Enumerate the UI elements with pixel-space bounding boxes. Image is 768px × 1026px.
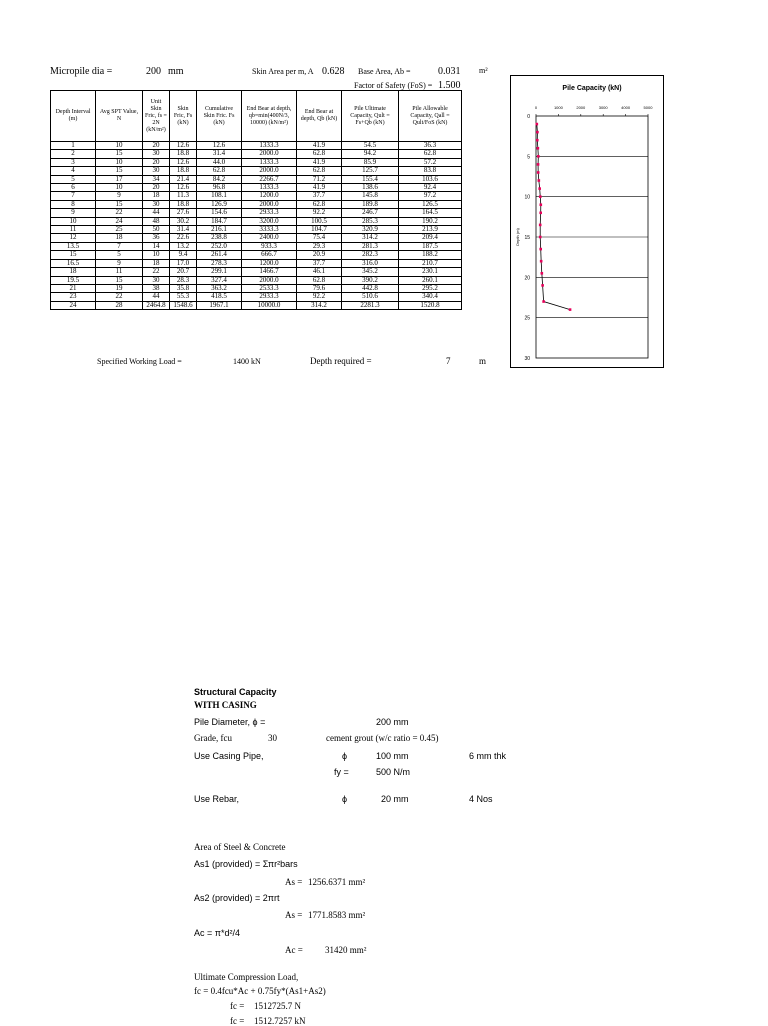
table-cell: 345.2 [342,268,399,276]
y-tick-label: 30 [524,356,530,362]
table-cell: 55.3 [170,293,197,301]
table-cell: 30.2 [170,217,197,225]
skin-area-label: Skin Area per m, A [252,67,314,76]
table-cell: 2281.3 [342,301,399,309]
y-tick-label: 20 [524,275,530,282]
x-tick-label: 2000 [576,105,586,110]
table-cell: 20 [143,158,170,166]
table-cell: 44 [143,209,170,217]
table-cell: 5 [51,175,96,183]
table-cell: 1 [51,142,96,150]
table-cell: 9 [96,259,143,267]
table-cell: 17.0 [170,259,197,267]
table-row [51,158,462,166]
table-cell: 92.2 [297,293,342,301]
table-cell: 22 [143,268,170,276]
y-tick-label: 25 [524,315,530,322]
table-cell: 15 [51,251,96,259]
table-cell: 20.7 [170,268,197,276]
table-cell: 15 [96,200,143,208]
table-row [51,293,462,301]
capacity-point [539,248,542,251]
table-cell: 126.9 [197,200,242,208]
table-cell: 28.3 [170,276,197,284]
capacity-point [537,163,540,166]
pile-dia-value: 200 mm [376,717,409,727]
y-tick-label: 5 [527,154,530,161]
fos-value: 1.500 [438,80,461,91]
table-cell: 10 [96,158,143,166]
table-cell: 209.4 [399,234,462,242]
x-tick-label: 3000 [598,105,608,110]
capacity-point [537,155,540,158]
table-cell: 18 [51,268,96,276]
table-cell: 666.7 [242,251,297,259]
table-cell: 12 [51,234,96,242]
capacity-point [539,203,542,206]
as2-value: 1771.8583 mm² [308,910,366,920]
table-cell: 18.8 [170,167,197,175]
table-cell: 442.8 [342,284,399,292]
table-cell: 11 [96,268,143,276]
ac-label: Ac = [285,945,303,955]
table-cell: 155.4 [342,175,399,183]
table-cell: 246.7 [342,209,399,217]
table-cell: 278.3 [197,259,242,267]
table-cell: 2000.0 [242,167,297,175]
table-cell: 1200.0 [242,192,297,200]
table-cell: 238.8 [197,234,242,242]
col-header-end-bear: End Bear at depth, Qb (kN) [297,91,342,142]
chart-svg [511,76,663,367]
table-cell: 510.6 [342,293,399,301]
table-cell: 2 [51,150,96,158]
table-cell: 92.4 [399,184,462,192]
table-cell: 13.2 [170,242,197,250]
table-row [51,242,462,250]
table-cell: 9.4 [170,251,197,259]
table-cell: 21 [51,284,96,292]
table-cell: 4 [51,167,96,175]
table-cell: 62.8 [297,167,342,175]
table-cell: 138.6 [342,184,399,192]
table-row [51,259,462,267]
table-cell: 9 [96,192,143,200]
table-cell: 10000.0 [242,301,297,309]
table-cell: 316.0 [342,259,399,267]
table-cell: 21.4 [170,175,197,183]
table-cell: 213.9 [399,226,462,234]
table-cell: 281.3 [342,242,399,250]
table-cell: 34 [143,175,170,183]
table-cell: 96.8 [197,184,242,192]
table-cell: 84.2 [197,175,242,183]
table-cell: 187.5 [399,242,462,250]
table-cell: 340.4 [399,293,462,301]
table-cell: 37.7 [297,259,342,267]
table-cell: 50 [143,226,170,234]
structural-subtitle: WITH CASING [194,700,257,710]
table-cell: 390.2 [342,276,399,284]
table-cell: 6 [51,184,96,192]
table-cell: 18 [143,192,170,200]
fc-newton-label: fc = [230,1001,245,1011]
capacity-point [536,139,539,142]
base-area-label: Base Area, Ab = [358,67,411,76]
x-tick-label: 5000 [643,105,653,110]
capacity-point [537,147,540,150]
table-row [51,301,462,309]
grade-label: Grade, fcu [194,733,232,743]
table-cell: 31.4 [170,226,197,234]
table-cell: 24 [96,217,143,225]
as1-label: As = [285,877,303,887]
grade-value: 30 [268,733,277,743]
pile-capacity-chart [510,75,664,368]
table-row [51,234,462,242]
depth-required-unit: m [479,356,487,366]
table-row [51,142,462,150]
rebar-label: Use Rebar, [194,794,240,804]
table-cell: 44 [143,293,170,301]
table-row [51,268,462,276]
table-cell: 62.8 [197,167,242,175]
table-cell: 22.6 [170,234,197,242]
table-cell: 108.1 [197,192,242,200]
capacity-point [536,131,539,134]
table-cell: 2000.0 [242,150,297,158]
table-cell: 125.7 [342,167,399,175]
table-cell: 2933.3 [242,209,297,217]
table-cell: 22 [96,209,143,217]
capacity-series-line [537,124,570,310]
table-cell: 5 [96,251,143,259]
pile-dia-label: Pile Diameter, ϕ = [194,717,266,727]
ult-formula: fc = 0.4fcu*Ac + 0.75fy*(As1+As2) [194,986,326,996]
working-load-value: 1400 kN [233,357,261,366]
y-axis-label: Depth (m) [515,228,520,246]
y-tick-label: 10 [524,194,530,201]
table-cell: 48 [143,217,170,225]
table-cell: 190.2 [399,217,462,225]
table-row [51,184,462,192]
table-cell: 2933.3 [242,293,297,301]
table-cell: 97.2 [399,192,462,200]
capacity-point [539,212,542,215]
table-cell: 62.8 [297,200,342,208]
table-cell: 30 [143,276,170,284]
capacity-point [538,187,541,190]
table-cell: 418.5 [197,293,242,301]
table-cell: 41.9 [297,142,342,150]
table-cell: 79.6 [297,284,342,292]
rebar-value: 20 mm [381,794,409,804]
table-cell: 1333.3 [242,142,297,150]
capacity-point [542,300,545,303]
table-cell: 18 [96,234,143,242]
table-cell: 3200.0 [242,217,297,225]
table-cell: 23 [51,293,96,301]
table-row [51,150,462,158]
table-cell: 20.9 [297,251,342,259]
depth-required-label: Depth required = [310,356,372,366]
as2-formula: As2 (provided) = 2πrt [194,893,280,903]
col-header-unit-skin: Unit Skin Fric, fs = 2N (kN/m²) [143,91,170,142]
table-cell: 41.9 [297,158,342,166]
capacity-point [569,308,572,311]
table-cell: 24 [51,301,96,309]
table-cell: 15 [96,150,143,158]
table-cell: 188.2 [399,251,462,259]
micropile-dia-unit: mm [168,66,184,77]
as1-value: 1256.6371 mm² [308,877,366,887]
table-row [51,226,462,234]
fos-label: Factor of Safety (FoS) = [354,81,433,90]
table-cell: 320.9 [342,226,399,234]
table-cell: 2400.0 [242,234,297,242]
table-cell: 261.4 [197,251,242,259]
col-header-depth: Depth Interval (m) [51,91,96,142]
table-header-row [51,91,462,142]
table-cell: 1200.0 [242,259,297,267]
table-cell: 10 [96,184,143,192]
table-cell: 19.5 [51,276,96,284]
table-cell: 2464.8 [143,301,170,309]
micropile-dia-label: Micropile dia = [50,66,113,77]
table-cell: 16.5 [51,259,96,267]
table-cell: 933.3 [242,242,297,250]
ac-value: 31420 mm² [325,945,367,955]
table-cell: 75.4 [297,234,342,242]
table-cell: 2533.3 [242,284,297,292]
capacity-table [50,90,462,310]
capacity-point [536,123,539,126]
table-cell: 20 [143,184,170,192]
table-cell: 1466.7 [242,268,297,276]
casing-phi: ϕ [342,751,348,761]
table-cell: 30 [143,150,170,158]
table-cell: 38 [143,284,170,292]
table-cell: 62.8 [297,150,342,158]
table-cell: 20 [143,142,170,150]
table-cell: 100.5 [297,217,342,225]
table-cell: 29.3 [297,242,342,250]
table-cell: 104.7 [297,226,342,234]
table-cell: 22 [96,293,143,301]
table-cell: 11.3 [170,192,197,200]
table-cell: 18.8 [170,150,197,158]
table-cell: 18.8 [170,200,197,208]
table-cell: 184.7 [197,217,242,225]
table-cell: 295.2 [399,284,462,292]
table-row [51,200,462,208]
col-header-allowable: Pile Allowable Capacity, Qall = Qult/FoS (kN) [399,91,462,142]
micropile-dia-value: 200 [146,66,161,77]
capacity-point [539,236,542,239]
table-cell: 13.5 [51,242,96,250]
capacity-point [538,179,541,182]
casing-label: Use Casing Pipe, [194,751,264,761]
table-cell: 94.2 [342,150,399,158]
table-cell: 164.5 [399,209,462,217]
table-cell: 36 [143,234,170,242]
table-cell: 18 [143,259,170,267]
table-cell: 216.1 [197,226,242,234]
table-cell: 299.1 [197,268,242,276]
casing-value: 100 mm [376,751,409,761]
table-cell: 282.3 [342,251,399,259]
table-cell: 44.0 [197,158,242,166]
working-load-label: Specified Working Load = [97,357,182,366]
table-cell: 14 [143,242,170,250]
x-tick-label: 1000 [553,105,563,110]
area-title: Area of Steel & Concrete [194,842,286,852]
table-cell: 10 [51,217,96,225]
table-cell: 2000.0 [242,200,297,208]
table-cell: 3333.3 [242,226,297,234]
table-cell: 27.6 [170,209,197,217]
table-cell: 327.4 [197,276,242,284]
table-cell: 1548.6 [170,301,197,309]
table-cell: 12.6 [170,142,197,150]
table-cell: 1520.8 [399,301,462,309]
rebar-count: 4 Nos [469,794,493,804]
table-cell: 7 [51,192,96,200]
table-cell: 314.2 [342,234,399,242]
table-cell: 314.2 [297,301,342,309]
capacity-point [539,195,542,198]
table-cell: 1333.3 [242,158,297,166]
structural-title: Structural Capacity [194,687,277,697]
y-tick-label: 0 [527,114,530,120]
capacity-point [537,171,540,174]
table-cell: 62.8 [297,276,342,284]
table-cell: 41.9 [297,184,342,192]
table-cell: 189.8 [342,200,399,208]
table-cell: 12.6 [197,142,242,150]
base-area-unit: m² [479,66,488,75]
capacity-point [541,272,544,275]
table-cell: 1333.3 [242,184,297,192]
table-cell: 15 [96,167,143,175]
x-tick-label: 0 [534,105,538,110]
table-cell: 92.2 [297,209,342,217]
table-cell: 252.0 [197,242,242,250]
table-cell: 363.2 [197,284,242,292]
table-cell: 10 [96,142,143,150]
table-cell: 103.6 [399,175,462,183]
table-cell: 1967.1 [197,301,242,309]
table-cell: 11 [51,226,96,234]
col-header-skin-fric: Skin Fric, Fs (kN) [170,91,197,142]
grade-note: cement grout (w/c ratio = 0.45) [326,733,439,743]
table-cell: 230.1 [399,268,462,276]
col-header-ultimate: Pile Ultimate Capacity, Qult = Fs+Qb (kN) [342,91,399,142]
table-cell: 260.1 [399,276,462,284]
table-cell: 2266.7 [242,175,297,183]
table-cell: 12.6 [170,158,197,166]
fc-kn-value: 1512.7257 kN [254,1016,306,1026]
casing-thickness: 6 mm thk [469,751,507,761]
table-cell: 57.2 [399,158,462,166]
col-header-end-bear-q: End Bear at depth, qb=min(400N/3, 10000) (kN/m²) [242,91,297,142]
table-cell: 285.3 [342,217,399,225]
skin-area-value: 0.628 [322,66,345,77]
capacity-point [541,284,544,287]
ac-formula: Ac = π*d²/4 [194,928,240,938]
table-row [51,209,462,217]
table-row [51,175,462,183]
table-cell: 145.8 [342,192,399,200]
table-cell: 17 [96,175,143,183]
fc-kn-label: fc = [230,1016,245,1026]
fc-newton-value: 1512725.7 N [254,1001,301,1011]
table-cell: 35.8 [170,284,197,292]
table-cell: 154.6 [197,209,242,217]
table-cell: 210.7 [399,259,462,267]
table-cell: 126.5 [399,200,462,208]
table-cell: 30 [143,167,170,175]
capacity-point [539,224,542,227]
chart-title: Pile Capacity (kN) [562,85,622,92]
table-cell: 7 [96,242,143,250]
table-cell: 2000.0 [242,276,297,284]
table-cell: 8 [51,200,96,208]
table-cell: 28 [96,301,143,309]
x-tick-label: 4000 [621,105,631,110]
table-cell: 36.3 [399,142,462,150]
table-row [51,284,462,292]
as1-formula: As1 (provided) = Σπr²bars [194,859,298,869]
depth-required-value: 7 [446,356,451,366]
table-cell: 85.9 [342,158,399,166]
col-header-spt: Avg SPT Value, N [96,91,143,142]
table-cell: 10 [143,251,170,259]
table-cell: 15 [96,276,143,284]
table-row [51,167,462,175]
fy-label: fy = [334,767,349,777]
table-cell: 71.2 [297,175,342,183]
table-row [51,217,462,225]
table-cell: 54.5 [342,142,399,150]
table-row [51,276,462,284]
table-row [51,192,462,200]
table-row [51,251,462,259]
base-area-value: 0.031 [438,66,461,77]
table-cell: 19 [96,284,143,292]
fy-value: 500 N/m [376,767,411,777]
table-cell: 25 [96,226,143,234]
table-cell: 3 [51,158,96,166]
table-cell: 9 [51,209,96,217]
y-tick-label: 15 [524,235,530,241]
table-cell: 37.7 [297,192,342,200]
rebar-phi: ϕ [342,794,348,804]
ult-title: Ultimate Compression Load, [194,972,299,982]
table-cell: 62.8 [399,150,462,158]
table-cell: 30 [143,200,170,208]
as2-label: As = [285,910,303,920]
table-cell: 83.8 [399,167,462,175]
table-cell: 46.1 [297,268,342,276]
table-cell: 31.4 [197,150,242,158]
table-cell: 12.6 [170,184,197,192]
col-header-cumulative: Cumulative Skin Fric. Fs (kN) [197,91,242,142]
capacity-point [540,260,543,263]
